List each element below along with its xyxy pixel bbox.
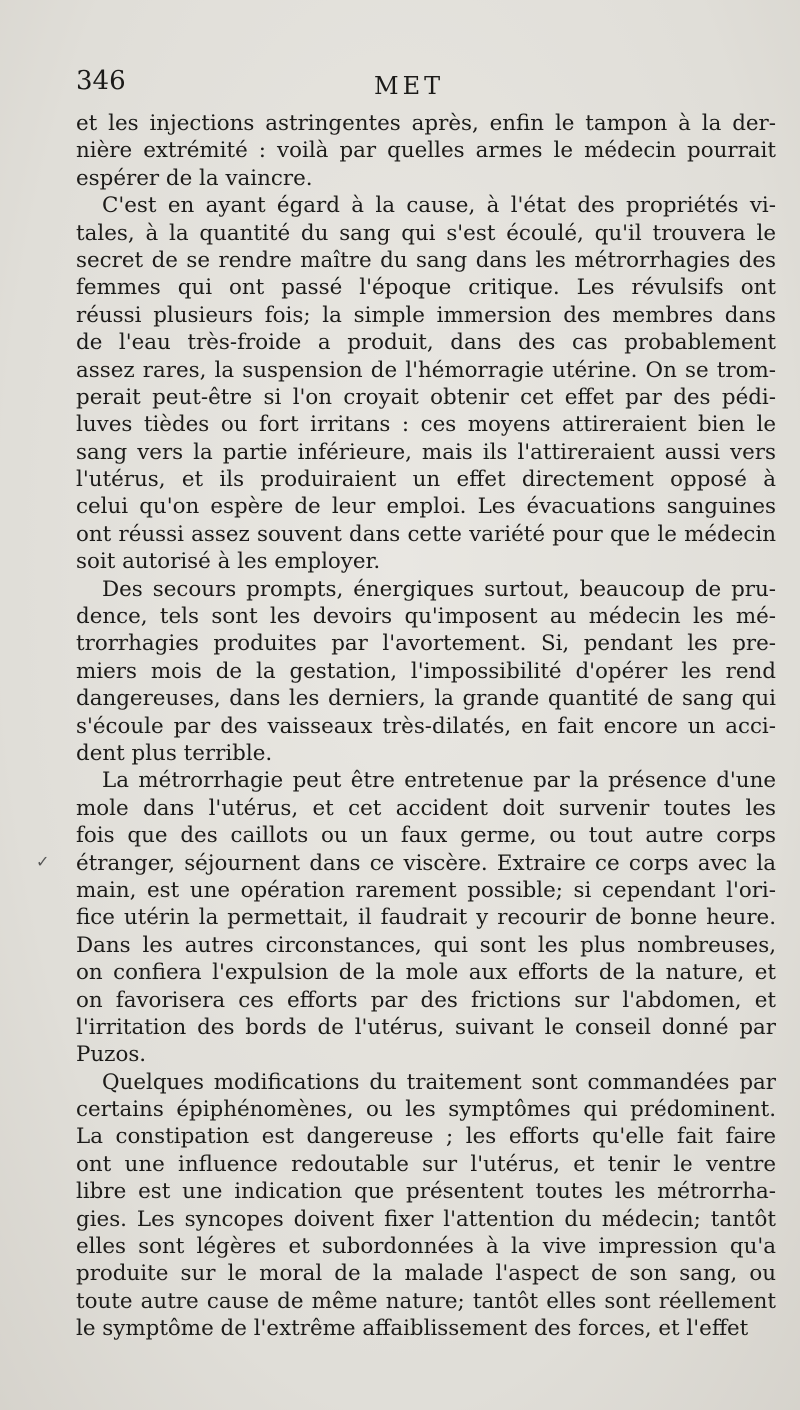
text-line: Des secours prompts, énergiques surtout, beaucoup de pru- — [102, 576, 776, 602]
text-line: trorrhagies produites par l'avortement. Si, pendant les pre- — [76, 631, 776, 657]
text-line: La métrorrhagie peut être entretenue par la présence d'une — [102, 768, 776, 794]
text-line: toute autre cause de même nature; tantôt elles sont réellement — [76, 1288, 776, 1314]
text-line: l'utérus, et ils produiraient un effet directement opposé à — [76, 467, 776, 493]
text-line: ont une influence redoutable sur l'utérus, et tenir le ventre — [76, 1151, 776, 1177]
text-line: perait peut-être si l'on croyait obtenir cet effet par des pédi- — [76, 384, 776, 410]
text-line: le symptôme de l'extrême affaiblissement des forces, et l'effet — [76, 1316, 749, 1342]
text-line: main, est une opération rarement possible; si cependant l'ori- — [76, 877, 776, 903]
text-line: gies. Les syncopes doivent fixer l'attention du médecin; tantôt — [76, 1206, 776, 1232]
text-line: femmes qui ont passé l'époque critique. Les révulsifs ont — [76, 275, 776, 301]
text-line: et les injections astringentes après, enfin le tampon à la der- — [76, 111, 776, 136]
text-line: tales, à la quantité du sang qui s'est écoulé, qu'il trouvera le — [76, 220, 776, 246]
paragraph — [76, 576, 776, 768]
text-line: étranger, séjournent dans ce viscère. Extraire ce corps avec la — [76, 850, 776, 876]
text-line: mole dans l'utérus, et cet accident doit survenir toutes les — [76, 795, 776, 821]
text-line: dent plus terrible. — [76, 740, 273, 766]
text-line: elles sont légères et subordonnées à la vive impression qu'a — [76, 1234, 776, 1260]
text-line: sang vers la partie inférieure, mais ils l'attireraient aussi vers — [76, 439, 776, 465]
text-line: réussi plusieurs fois; la simple immersion des membres dans — [76, 302, 776, 328]
text-line: on confiera l'expulsion de la mole aux efforts de la nature, et — [76, 960, 776, 986]
text-line: produite sur le moral de la malade l'aspect de son sang, ou — [76, 1261, 776, 1287]
text-line: fois que des caillots ou un faux germe, ou tout autre corps — [76, 823, 776, 849]
text-line: miers mois de la gestation, l'impossibilité d'opérer les rend — [76, 658, 776, 684]
text-line: espérer de la vaincre. — [76, 165, 313, 191]
text-line: assez rares, la suspension de l'hémorragie utérine. On se trom- — [76, 357, 776, 383]
text-line: C'est en ayant égard à la cause, à l'état des propriétés vi- — [102, 193, 776, 219]
text-line: Puzos. — [76, 1042, 147, 1068]
running-title: MET — [374, 72, 445, 100]
text-line: on favorisera ces efforts par des frictions sur l'abdomen, et — [76, 987, 776, 1013]
text-line: Quelques modifications du traitement sont commandées par — [102, 1069, 776, 1095]
page-number: 346 — [76, 66, 126, 96]
body-text — [76, 110, 776, 1343]
text-line: s'écoule par des vaisseaux très-dilatés, en fait encore un acci- — [76, 713, 776, 739]
page-header — [76, 66, 776, 106]
paragraph — [76, 767, 776, 1068]
text-line: libre est une indication que présentent toutes les métrorrha- — [76, 1179, 776, 1205]
text-line: ont réussi assez souvent dans cette variété pour que le médecin — [76, 521, 776, 547]
text-line: Dans les autres circonstances, qui sont les plus nombreuses, — [76, 932, 776, 958]
text-line: celui qu'on espère de leur emploi. Les évacuations sanguines — [76, 494, 776, 520]
text-line: l'irritation des bords de l'utérus, suivant le conseil donné par — [76, 1014, 776, 1040]
paragraph — [76, 1069, 776, 1343]
margin-mark: ✓ — [36, 852, 50, 871]
text-line: soit autorisé à les employer. — [76, 549, 381, 575]
text-line: fice utérin la permettait, il faudrait y recourir de bonne heure. — [76, 905, 776, 931]
paragraph — [76, 192, 776, 575]
text-line: de l'eau très-froide a produit, dans des cas probablement — [76, 330, 776, 356]
text-line: secret de se rendre maître du sang dans les métrorrhagies des — [76, 247, 776, 273]
paragraph — [76, 110, 776, 192]
text-line: dangereuses, dans les derniers, la grande quantité de sang qui — [76, 686, 776, 712]
text-line: La constipation est dangereuse ; les efforts qu'elle fait faire — [76, 1124, 776, 1150]
text-line: certains épiphénomènes, ou les symptômes qui prédominent. — [76, 1097, 776, 1123]
text-line: dence, tels sont les devoirs qu'imposent au médecin les mé- — [76, 604, 776, 630]
text-line: luves tièdes ou fort irritans : ces moyens attireraient bien le — [76, 412, 776, 438]
text-line: nière extrémité : voilà par quelles armes le médecin pourrait — [76, 138, 776, 164]
